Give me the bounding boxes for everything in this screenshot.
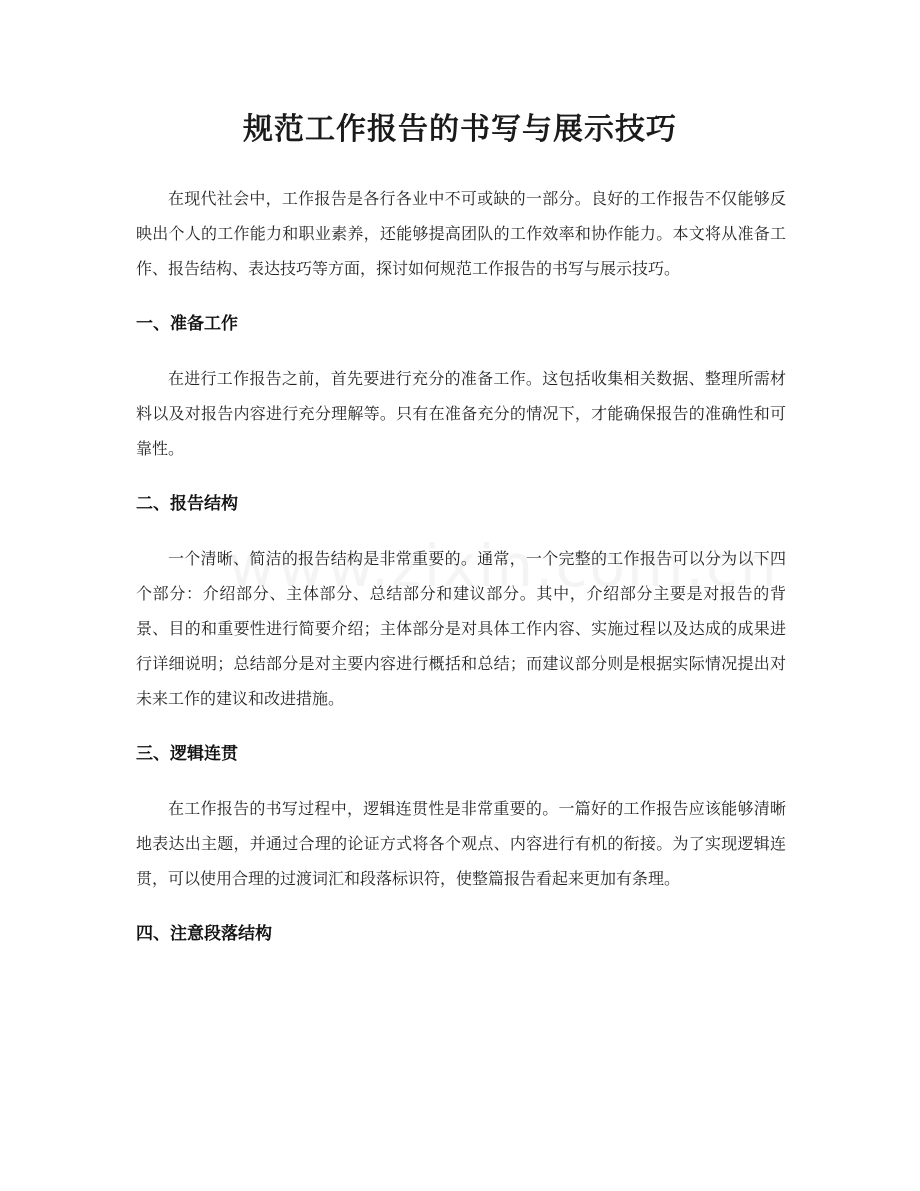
intro-paragraph: 在现代社会中，工作报告是各行各业中不可或缺的一部分。良好的工作报告不仅能够反映出个人的工作能力和职业素养，还能够提高团队的工作效率和协作能力。本文将从准备工作、报告结构、表达技巧等方面，探讨如何规范工作报告的书写与展示技巧。 [136,189,786,278]
section-heading-structure: 二、报告结构 [136,494,238,514]
section-heading-preparation: 一、准备工作 [136,314,238,334]
section-heading-logic: 三、逻辑连贯 [136,744,238,764]
section-body-logic: 在工作报告的书写过程中，逻辑连贯性是非常重要的。一篇好的工作报告应该能够清晰地表达出主题，并通过合理的论证方式将各个观点、内容进行有机的衔接。为了实现逻辑连贯，可以使用合理的过渡词汇和段落标识符，使整篇报告看起来更加有条理。 [136,799,786,888]
document-title: 规范工作报告的书写与展示技巧 [243,112,677,147]
section-heading-paragraph-structure: 四、注意段落结构 [136,924,272,944]
section-body-preparation: 在进行工作报告之前，首先要进行充分的准备工作。这包括收集相关数据、整理所需材料以及对报告内容进行充分理解等。只有在准备充分的情况下，才能确保报告的准确性和可靠性。 [136,369,786,458]
section-body-structure: 一个清晰、简洁的报告结构是非常重要的。通常，一个完整的工作报告可以分为以下四个部分：介绍部分、主体部分、总结部分和建议部分。其中，介绍部分主要是对报告的背景、目的和重要性进行简要介绍；主体部分是对具体工作内容、实施过程以及达成的成果进行详细说明；总结部分是对主要内容进行概括和总结；而建议部分则是根据实际情况提出对未来工作的建议和改进措施。 [136,549,786,708]
document-body [136,181,786,949]
